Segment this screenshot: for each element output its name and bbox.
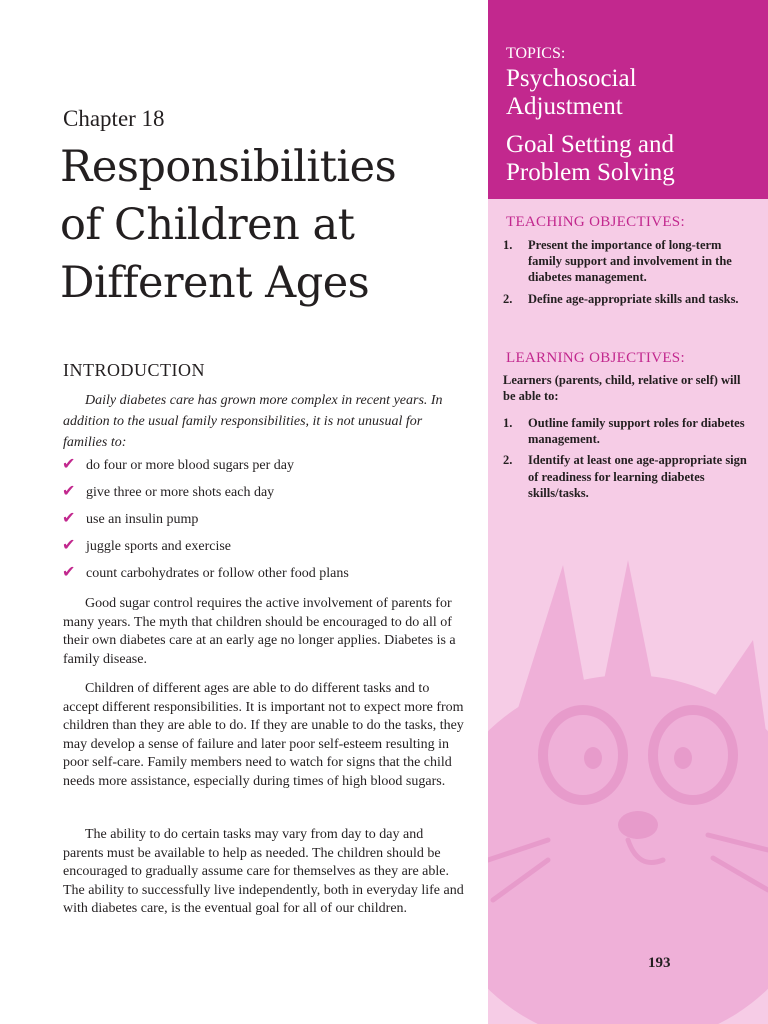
checklist-item: ✔ count carbohydrates or follow other food plans <box>62 564 349 581</box>
topic-item: Psychosocial Adjustment <box>506 65 637 120</box>
checklist-item: ✔ do four or more blood sugars per day <box>62 456 295 473</box>
checklist-item: ✔ use an insulin pump <box>62 510 199 527</box>
page-number: 193 <box>648 955 671 971</box>
list-item: 2. Define age-appropriate skills and tasks. <box>503 291 739 306</box>
learning-objectives-heading: LEARNING OBJECTIVES: <box>506 350 685 366</box>
introduction-lead: Daily diabetes care has grown more complex in recent years. In addition to the usual family responsibilities, it is not unusual for families to: <box>63 393 443 450</box>
cat-face-illustration <box>488 520 768 1024</box>
introduction-heading: INTRODUCTION <box>63 360 205 380</box>
topics-box <box>488 0 768 199</box>
responsibilities-checklist <box>62 455 472 590</box>
body-paragraph: The ability to do certain tasks may vary from day to day and parents must be available to help as needed. The children should be encouraged to gradually assume care for themselves as they are able. The ability to successfully live independently, both in everyday life and with diabetes care, is the eventual goal for all of our children. <box>63 827 464 917</box>
list-item: 1. Present the importance of long-term family support and involvement in the diabetes management. <box>503 238 732 285</box>
teaching-objectives-list <box>503 237 753 312</box>
learning-objectives-list <box>503 415 753 506</box>
check-mark-icon: ✔ <box>62 537 76 554</box>
topic-item: Goal Setting and Problem Solving <box>506 131 675 186</box>
teaching-objectives-heading: TEACHING OBJECTIVES: <box>506 214 685 230</box>
learners-intro: Learners (parents, child, relative or self) will be able to: <box>503 373 741 404</box>
list-item: 2. Identify at least one age-appropriate sign of readiness for learning diabetes skills/tasks. <box>503 453 747 500</box>
title-line-1: Responsibilities <box>60 142 397 192</box>
body-paragraph: Children of different ages are able to do different tasks and to accept different responsibilities. It is important not to expect more from children than they are able to do. If they are unable to do the tasks, they may develop a sense of failure and later poor self-esteem resulting in poor self-care. Family members need to watch for signs that the child needs more assistance, especially during times of high blood sugars. <box>63 681 464 789</box>
check-mark-icon: ✔ <box>62 456 76 473</box>
list-item: 1. Outline family support roles for diabetes management. <box>503 416 745 447</box>
chapter-title <box>60 138 480 312</box>
title-line-2: of Children at <box>60 200 355 250</box>
chapter-label: Chapter 18 <box>63 106 165 131</box>
checklist-item: ✔ juggle sports and exercise <box>62 537 232 554</box>
checklist-item: ✔ give three or more shots each day <box>62 483 275 500</box>
check-mark-icon: ✔ <box>62 564 76 581</box>
topics-label: TOPICS: <box>506 45 566 62</box>
title-line-3: Different Ages <box>60 258 370 308</box>
body-paragraph: Good sugar control requires the active involvement of parents for many years. The myth that children should be encouraged to do all of their own diabetes care at an early age no longer applies. Diabetes is a family disease. <box>63 596 456 667</box>
sidebar <box>488 0 768 1024</box>
check-mark-icon: ✔ <box>62 510 76 527</box>
check-mark-icon: ✔ <box>62 483 76 500</box>
